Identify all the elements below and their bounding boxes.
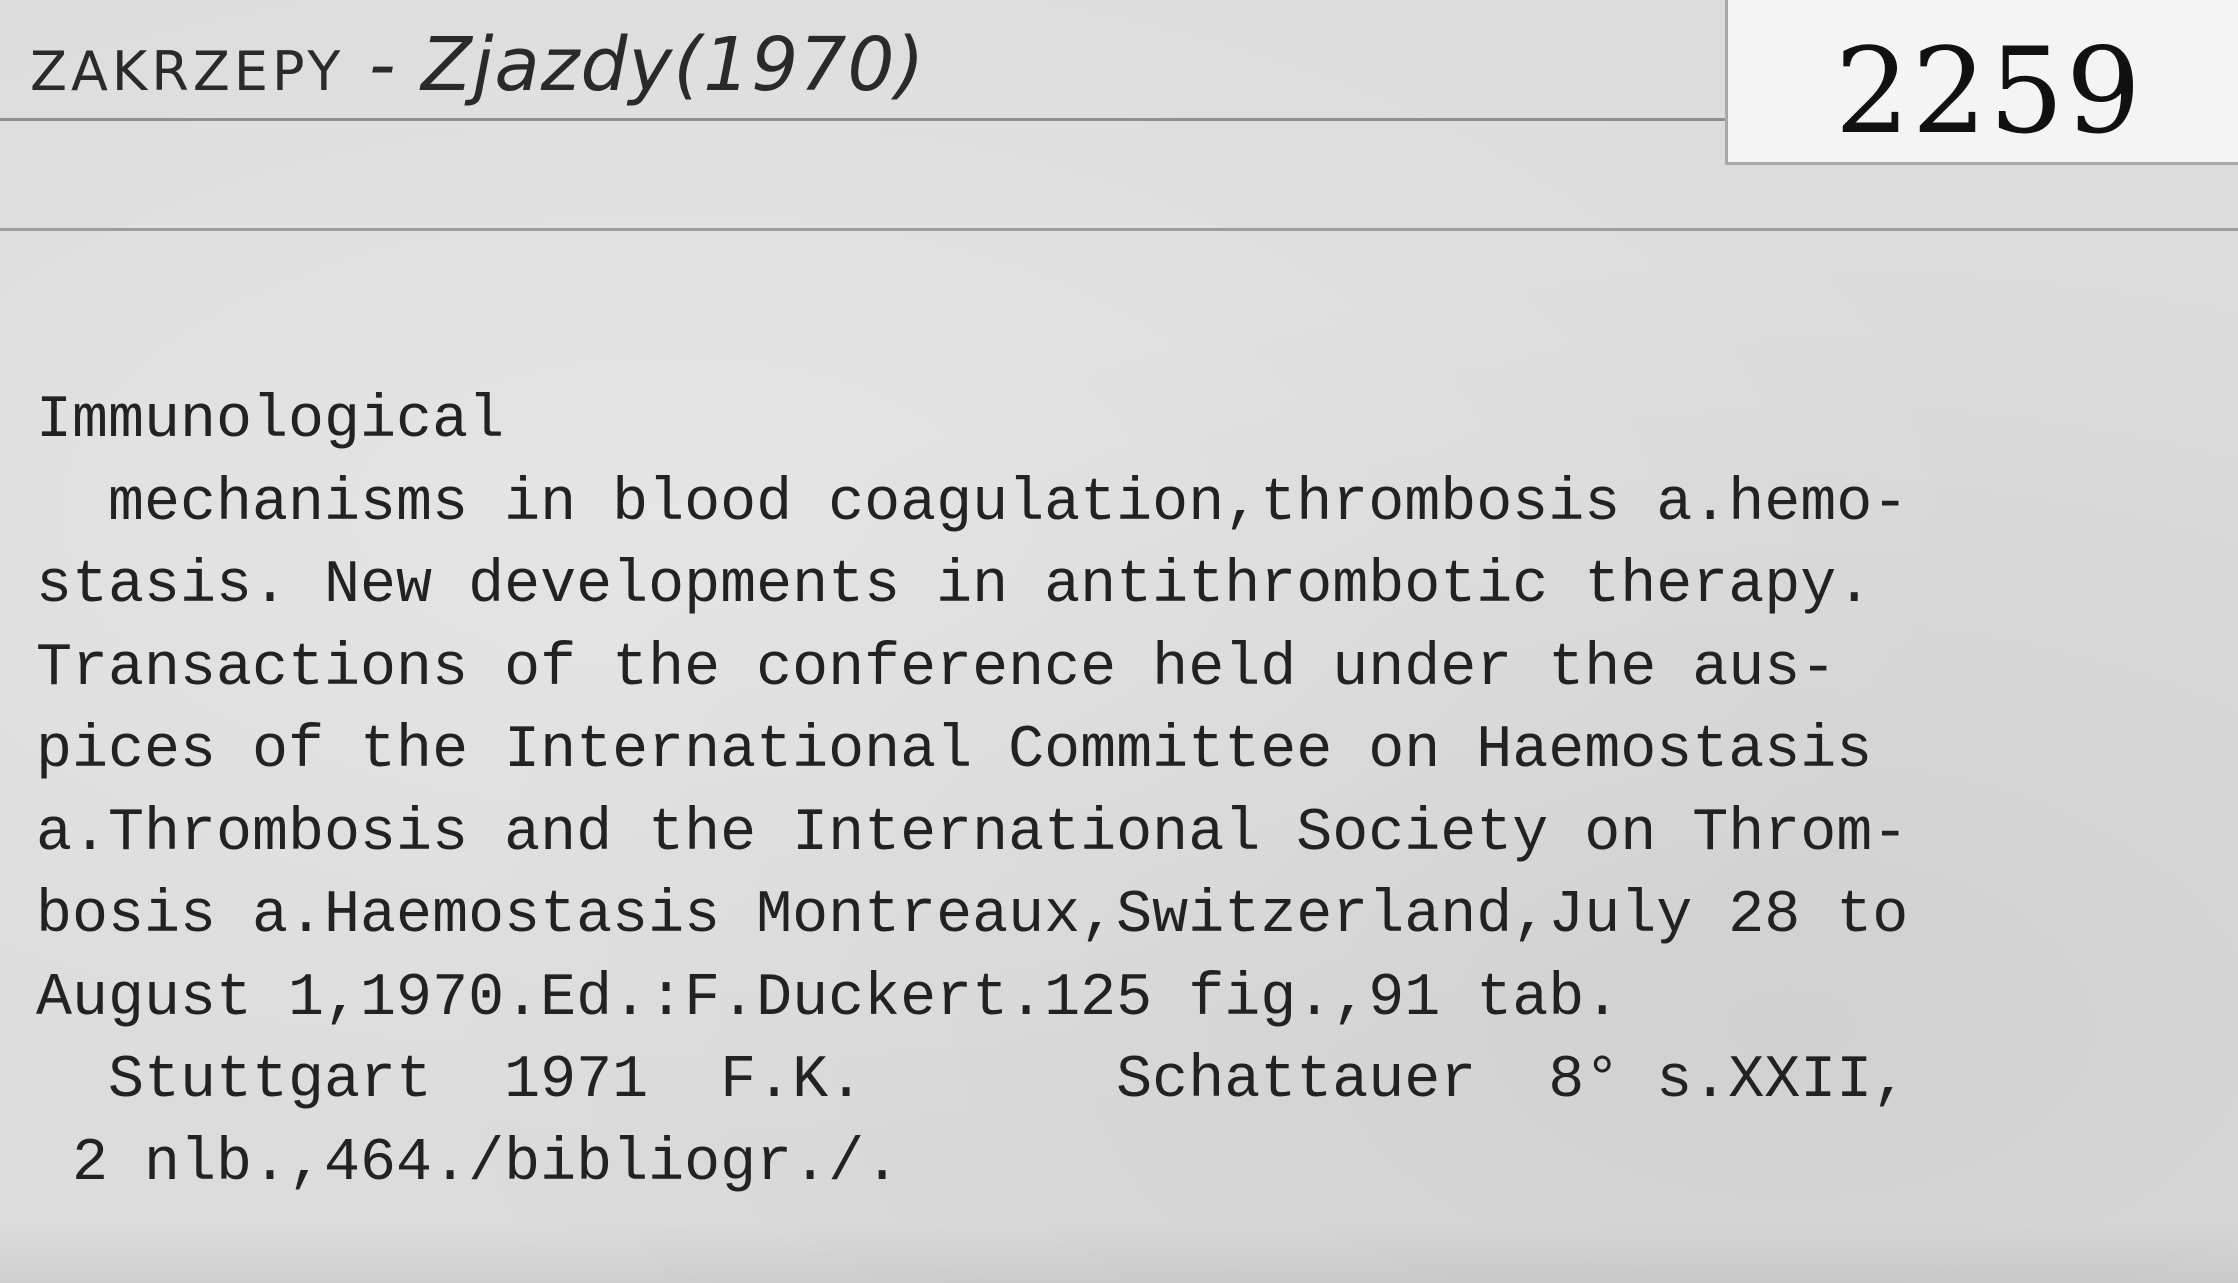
record-line: August 1,1970.Ed.:F.Duckert.125 fig.,91 tab. [36,964,1621,1033]
header-divider [0,228,2238,231]
record-line: stasis. New developments in antithrombotic therapy. [36,552,1873,620]
heading-subject: ZAKRZEPY [30,40,345,103]
record-line: 2 nlb.,464./bibliogr./. [36,1129,901,1198]
card-number-box [1725,0,2238,165]
card-heading [30,22,925,108]
record-line: mechanisms in blood coagulation,thrombosis a.hemo- [36,469,1909,538]
record-line: a.Thrombosis and the International Society on Throm- [36,799,1909,868]
record-text [36,380,2226,1205]
record-line: Immunological [36,387,505,455]
heading-subheading: Zjazdy [421,22,674,108]
record-line: Stuttgart 1971 F.K. Schattauer 8° s.XXII, [36,1047,1909,1115]
record-line: Transactions of the conference held under the aus- [36,634,1837,703]
card-number: 2259 [1834,22,2143,160]
heading-year: (1970) [673,22,926,108]
record-line: pices of the International Committee on Haemostasis [36,717,1873,785]
heading-separator: - [344,22,422,108]
card-shadow [0,1223,2238,1283]
record-line: bosis a.Haemostasis Montreaux,Switzerland,July 28 to [36,882,1909,950]
header-rule [0,118,1725,121]
